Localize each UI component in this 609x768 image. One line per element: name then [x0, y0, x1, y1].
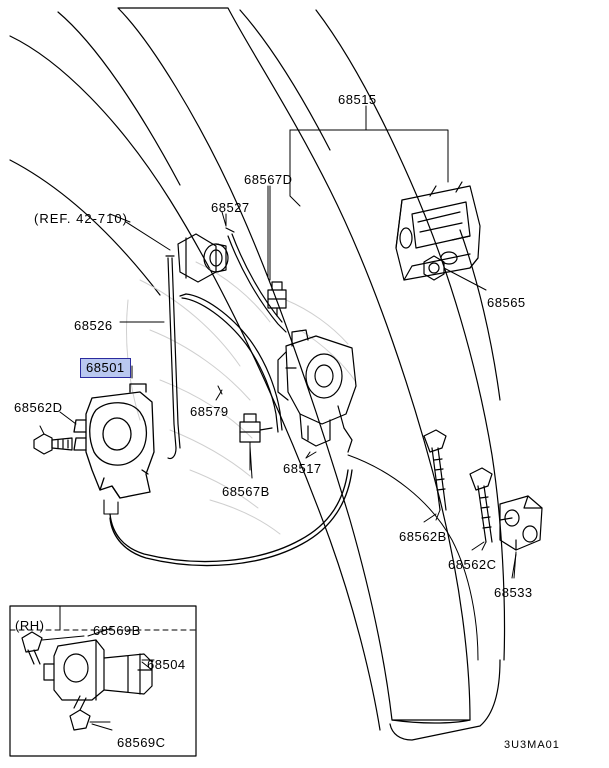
part-label-68562b[interactable]: 68562B — [399, 529, 447, 544]
part-label-68567b[interactable]: 68567B — [222, 484, 270, 499]
part-label-68562d[interactable]: 68562D — [14, 400, 63, 415]
part-label-68569c[interactable]: 68569C — [117, 735, 166, 750]
part-label-68533[interactable]: 68533 — [494, 585, 533, 600]
part-label-68567d[interactable]: 68567D — [244, 172, 293, 187]
reference-note[interactable]: (REF. 42-710) — [34, 211, 128, 226]
part-label-68527[interactable]: 68527 — [211, 200, 250, 215]
part-label-68579[interactable]: 68579 — [190, 404, 229, 419]
part-label-68504[interactable]: 68504 — [147, 657, 186, 672]
part-label-68562c[interactable]: 68562C — [448, 557, 497, 572]
part-label-68517[interactable]: 68517 — [283, 461, 322, 476]
part-label-68515[interactable]: 68515 — [338, 92, 377, 107]
part-label-68501-highlighted[interactable]: 68501 — [80, 358, 131, 378]
part-label-68526[interactable]: 68526 — [74, 318, 113, 333]
figure-code: 3U3MA01 — [504, 739, 560, 751]
part-label-68569b[interactable]: 68569B — [93, 623, 141, 638]
part-label-68565[interactable]: 68565 — [487, 295, 526, 310]
inset-label-rh: (RH) — [15, 618, 45, 633]
